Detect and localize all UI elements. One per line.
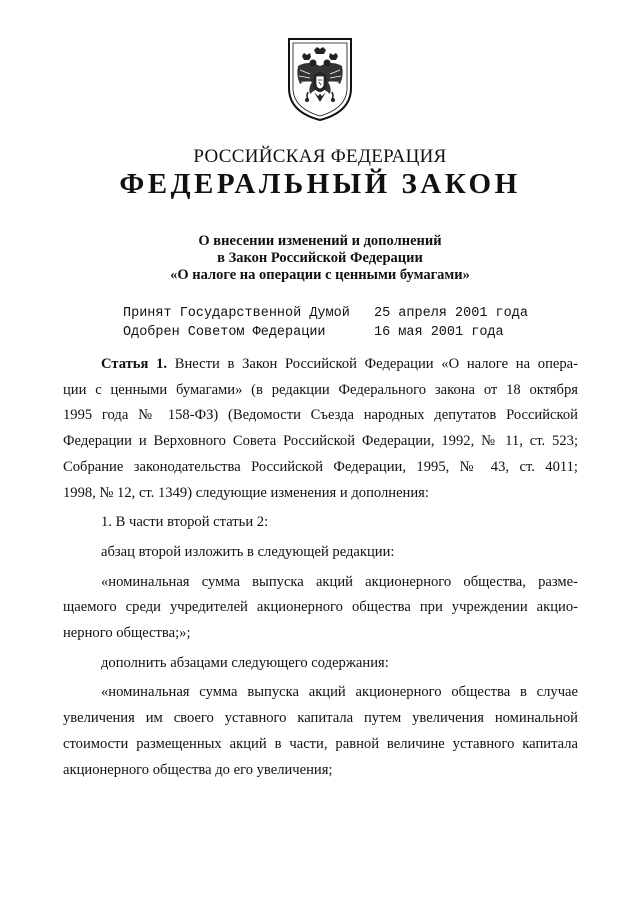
article-1-paragraph	[63, 352, 578, 506]
quoted-paragraph-1	[63, 570, 578, 647]
country-heading: РОССИЙСКАЯ ФЕДЕРАЦИЯ	[193, 146, 447, 167]
text-line: щаемого среди учредителей акционерного общества при учреждении акцио-	[63, 599, 578, 616]
text-line: увеличения им своего уставного капитала путем увеличения номинальной	[63, 710, 578, 727]
subject-line: в Закон Российской Федерации	[217, 250, 423, 266]
text-line: нерного общества;»;	[63, 625, 191, 642]
text-line: 1995 года № 158-ФЗ) (Ведомости Съезда народных депутатов Российской	[63, 407, 578, 424]
text-line: акционерного общества до его увеличения;	[63, 761, 333, 778]
text-line	[63, 352, 578, 378]
council-approval-date: 16 мая 2001 года	[374, 325, 504, 340]
text-line: Собрание законодательства Российской Федерации, 1995, № 43, ст. 4011;	[63, 458, 578, 475]
text-line: «номинальная сумма выпуска акций акционерного общества в случае	[101, 684, 578, 701]
article-heading: Статья 1.	[101, 356, 168, 372]
text-line: Федерации и Верховного Совета Российской Федерации, 1992, № 11, ст. 523;	[63, 433, 578, 450]
paragraph-supplement: дополнить абзацами следующего содержания:	[101, 654, 389, 671]
quoted-paragraph-2	[63, 680, 578, 783]
subject-line: О внесении изменений и дополнений	[198, 233, 442, 249]
council-approval-label: Одобрен Советом Федерации	[123, 325, 326, 340]
text-line: «номинальная сумма выпуска акций акционерного общества, разме-	[101, 573, 578, 590]
text-line: ции с ценными бумагами» (в редакции Федерального закона от 18 октября	[63, 381, 578, 398]
duma-adoption-date: 25 апреля 2001 года	[374, 306, 528, 321]
article-1-body	[63, 352, 578, 783]
subject-line: «О налоге на операции с ценными бумагами»	[170, 267, 470, 283]
law-title: ФЕДЕРАЛЬНЫЙ ЗАКОН	[119, 168, 521, 200]
item-1-heading: 1. В части второй статьи 2:	[101, 514, 269, 531]
adoption-dates	[374, 304, 528, 342]
text-line: стоимости размещенных акций в части, равной величине уставного капитала	[63, 735, 578, 752]
text-line-content: Внести в Закон Российской Федерации «О налоге на опера-	[174, 356, 578, 372]
law-subject	[0, 233, 640, 284]
coat-of-arms-emblem	[286, 36, 354, 122]
text-line: 1998, № 12, ст. 1349) следующие изменения и дополнения:	[63, 484, 429, 501]
paragraph-abzac-two: абзац второй изложить в следующей редакции:	[101, 543, 395, 560]
adoption-labels	[123, 304, 350, 342]
duma-adoption-label: Принят Государственной Думой	[123, 306, 350, 321]
